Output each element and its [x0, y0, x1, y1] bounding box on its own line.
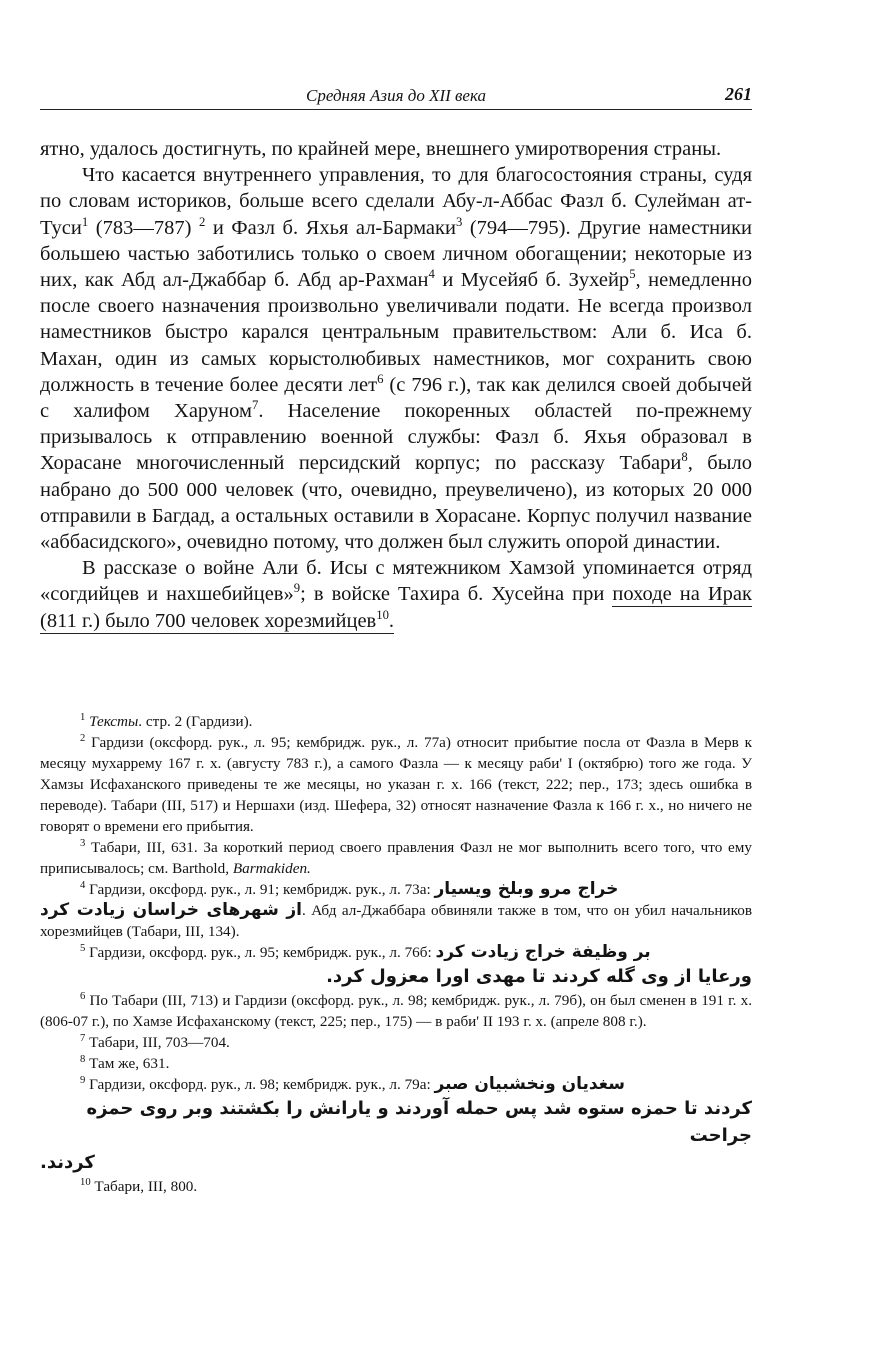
- footnote-7: $^7$ Табари, III, 703—704.: [80, 1032, 230, 1051]
- footnote-5: $^5$ Гардизи, оксфорд. рук., л. 95; кембридж. рук., л. 76б: بر وظيفة خراج زيادت كرد: [80, 942, 651, 962]
- footnote-ref-2[interactable]: 2: [198, 214, 206, 229]
- arabic-line: ورعايا از وی گله كردند تا مهدی اورا معزول كرد.: [326, 966, 752, 987]
- footnote-4-cont: از شهرهای خراسان زیادت کرد. Абд ал-Джаббара обвиняли также в том, что он убил начальников хорезмийцев (Табари, III, 134).: [40, 900, 752, 940]
- running-title: Средняя Азия до XII века: [306, 86, 486, 105]
- paragraph-3: В рассказе о войне Али б. Исы с мятежником Хамзой упоминается отряд «согдийцев и нахшебийцев»$^9$; в войске Тахира б. Хусейна при походе на Ирак (811 г.) было 700 человек хорезмийцев$^{10}$.: [40, 557, 752, 632]
- footnote-8: $^8$ Там же, 631.: [80, 1053, 170, 1072]
- page-number: 261: [725, 84, 752, 104]
- footnote-4: $^4$ Гардизи, оксфорд. рук., л. 91; кембридж. рук., л. 73а: خراج مرو وبلخ ويسيار: [80, 879, 619, 899]
- running-header: [40, 84, 752, 110]
- arabic-line: كردند.: [40, 1152, 95, 1173]
- footnote-2: $^2$ Гардизи (оксфорд. рук., л. 95; кембридж. рук., л. 77а) относит прибытие посла от Фазла в Мерв к месяцу мухаррему 167 г. х. (августу 783 г.), а самого Фазла — к месяцу раби' I (октябрю) того же года. У Хамзы Исфаханского приведены те же месяцы, но указан г. х. 166 (текст, 222; пер., 173; здесь ошибка в переводе). Табари (III, 517) и Нершахи (изд. Шефера, 32) относят назначение Фазла к 166 г. х., но ничего не говорят о времени его прибытия.: [40, 732, 752, 835]
- arabic-quote: از شهرهای خراسان زیادت کرد: [40, 900, 302, 920]
- arabic-quote: سغديان ونخشبيان صبر: [434, 1074, 625, 1094]
- footnote-ref-3[interactable]: 3: [455, 214, 463, 229]
- footnote-ref-9[interactable]: 9: [293, 581, 301, 596]
- main-text: [40, 136, 752, 634]
- arabic-quote: بر وظيفة خراج زيادت كرد: [435, 942, 651, 962]
- header-rule: [40, 109, 752, 110]
- paragraph-1: ятно, удалось достигнуть, по крайней мере, внешнего умиротворения страны.: [40, 138, 722, 160]
- footnote-ref-4[interactable]: 4: [428, 267, 435, 282]
- paragraph-2: Что касается внутреннего управления, то для благосостояния страны, судя по словам историков, больше всего сделали Абу-л-Аббас Фазл б. Сулейман ат-Туси$^1$ (783—787) $^2$ и Фазл б. Яхья ал-Бармаки$^3$ (794—795). Другие наместники большею частью заботились только о своем личном обогащении; некоторые из них, как Абд ал-Джаббар б. Абд ар-Рахман$^4$ и Мусейяб б. Зухейр$^5$, немедленно после своего назначения произвольно увеличивали подати. Не всегда произвол наместников быстро карался центральным правительством: Али б. Иса б. Махан, один из самых корыстолюбивых наместников, мог сохранить свою должность в течение более десяти лет$^6$ (с 796 г.), так как делился своей добычей с халифом Харуном$^7$. Население покоренных областей по-прежнему призывалось к отправлению военной службы: Фазл б. Яхья образовал в Хорасане многочисленный персидский корпус; по рассказу Табари$^8$, было набрано до 500 000 человек (что, очевидно, преувеличено), из которых 20 000 отправили в Багдад, а остальных оставили в Хорасане. Корпус получил название «аббасидского», очевидно потому, что должен был служить опорой династии.: [40, 164, 753, 554]
- footnote-10: $^{10}$ Табари, III, 800.: [80, 1176, 198, 1195]
- arabic-quote: خراج مرو وبلخ ويسيار: [434, 879, 619, 899]
- footnote-3: $^3$ Табари, III, 631. За короткий период своего правления Фазл не мог выполнить всего того, что ему приписывалось; см. Barthold, Barmakiden.: [40, 837, 752, 877]
- footnote-1: $^1$ Тексты. стр. 2 (Гардизи).: [80, 711, 253, 730]
- footnote-ref-5[interactable]: 5: [629, 267, 636, 282]
- footnote-9: $^9$ Гардизи, оксфорд. рук., л. 98; кембридж. рук., л. 79а: سغديان ونخشبيان صبر: [80, 1074, 625, 1094]
- footnote-6: $^6$ По Табари (III, 713) и Гардизи (оксфорд. рук., л. 98; кембридж. рук., л. 79б), он был сменен в 191 г. х. (806-07 г.), по Хамзе Исфаханскому (текст, 225; пер., 175) — в раби' II 193 г. х. (апреле 808 г.).: [40, 990, 752, 1030]
- footnote-ref-8[interactable]: 8: [681, 450, 688, 465]
- footnotes: [40, 711, 752, 1197]
- footnote-ref-10[interactable]: 10: [376, 607, 389, 622]
- footnote-ref-7[interactable]: 7: [251, 398, 259, 413]
- footnote-ref-6[interactable]: 6: [377, 372, 384, 386]
- arabic-line: كردند تا حمزه ستوه شد پس حمله آوردند و يارانش را بكشتند وبر روى حمزه جراحت: [86, 1098, 752, 1146]
- footnote-ref-1[interactable]: 1: [81, 214, 89, 229]
